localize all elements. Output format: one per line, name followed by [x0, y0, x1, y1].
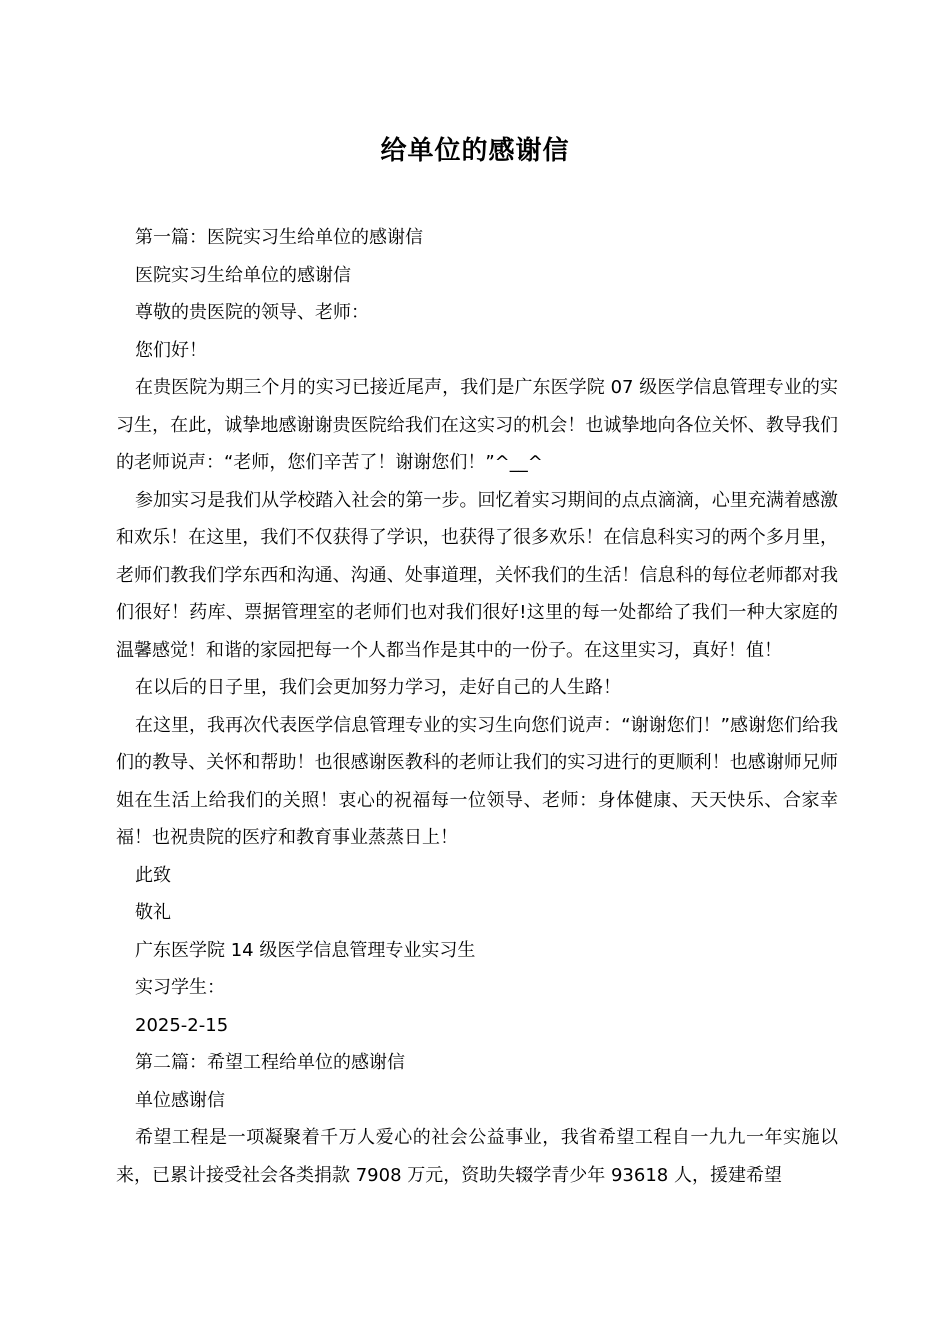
paragraph-letter-title: 单位感谢信: [135, 1089, 225, 1111]
paragraph-date: 2025-2-15: [135, 1014, 229, 1036]
paragraph-letter-title: 医院实习生给单位的感谢信: [135, 264, 351, 286]
paragraph-signature: 实习学生：: [135, 977, 225, 998]
paragraph-body: 参加实习是我们从学校踏入社会的第一步。回忆着实习期间的点点滴滴，心里充满着感激和欢乐！在这里，我们不仅获得了学识，也获得了很多欢乐！在信息科实习的两个多月里，老师们教我们学东西和沟通、沟通、处事道理，关怀我们的生活！信息科的每位老师都对我们很好！药库、票据管理室的老师们也对我们很好!这里的每一处都给了我们一种大家庭的温馨感觉！和谐的家园把每一个人都当作是其中的一份子。在这里实习，真好！值！: [116, 489, 838, 661]
paragraph-closing: 敬礼: [135, 902, 171, 923]
paragraph-section-heading-1: 第一篇：医院实习生给单位的感谢信: [135, 227, 423, 248]
paragraph-body: 在这里，我再次代表医学信息管理专业的实习生向您们说声：“谢谢您们！”感谢您们给我们的教导、关怀和帮助！也很感谢医教科的老师让我们的实习进行的更顺利！也感谢师兄师姐在生活上给我们的关照！衷心的祝福每一位领导、老师：身体健康、天天快乐、合家幸福！也祝贵院的医疗和教育事业蒸蒸日上！: [116, 714, 838, 848]
paragraph-signature: 广东医学院 14 级医学信息管理专业实习生: [135, 939, 476, 961]
document-body: [116, 219, 838, 1194]
paragraph-body: 在贵医院为期三个月的实习已接近尾声，我们是广东医学院 07 级医学信息管理专业的实习生，在此，诚挚地感谢谢贵医院给我们在这实习的机会！也诚挚地向各位关怀、教导我们的老师说声：“老师，您们辛苦了！谢谢您们！”^__^: [116, 377, 838, 473]
paragraph-section-heading-2: 第二篇：希望工程给单位的感谢信: [135, 1052, 405, 1073]
paragraph-body: 在以后的日子里，我们会更加努力学习，走好自己的人生路！: [135, 677, 621, 698]
paragraph-closing: 此致: [135, 864, 171, 886]
paragraph-greeting: 您们好！: [135, 339, 207, 361]
paragraph-salutation: 尊敬的贵医院的领导、老师：: [135, 302, 369, 323]
paragraph-body: 希望工程是一项凝聚着千万人爱心的社会公益事业，我省希望工程自一九九一年实施以来，已累计接受社会各类捐款 7908 万元，资助失辍学青少年 93618 人，援建希望: [116, 1127, 838, 1186]
document-title: 给单位的感谢信: [380, 136, 570, 166]
